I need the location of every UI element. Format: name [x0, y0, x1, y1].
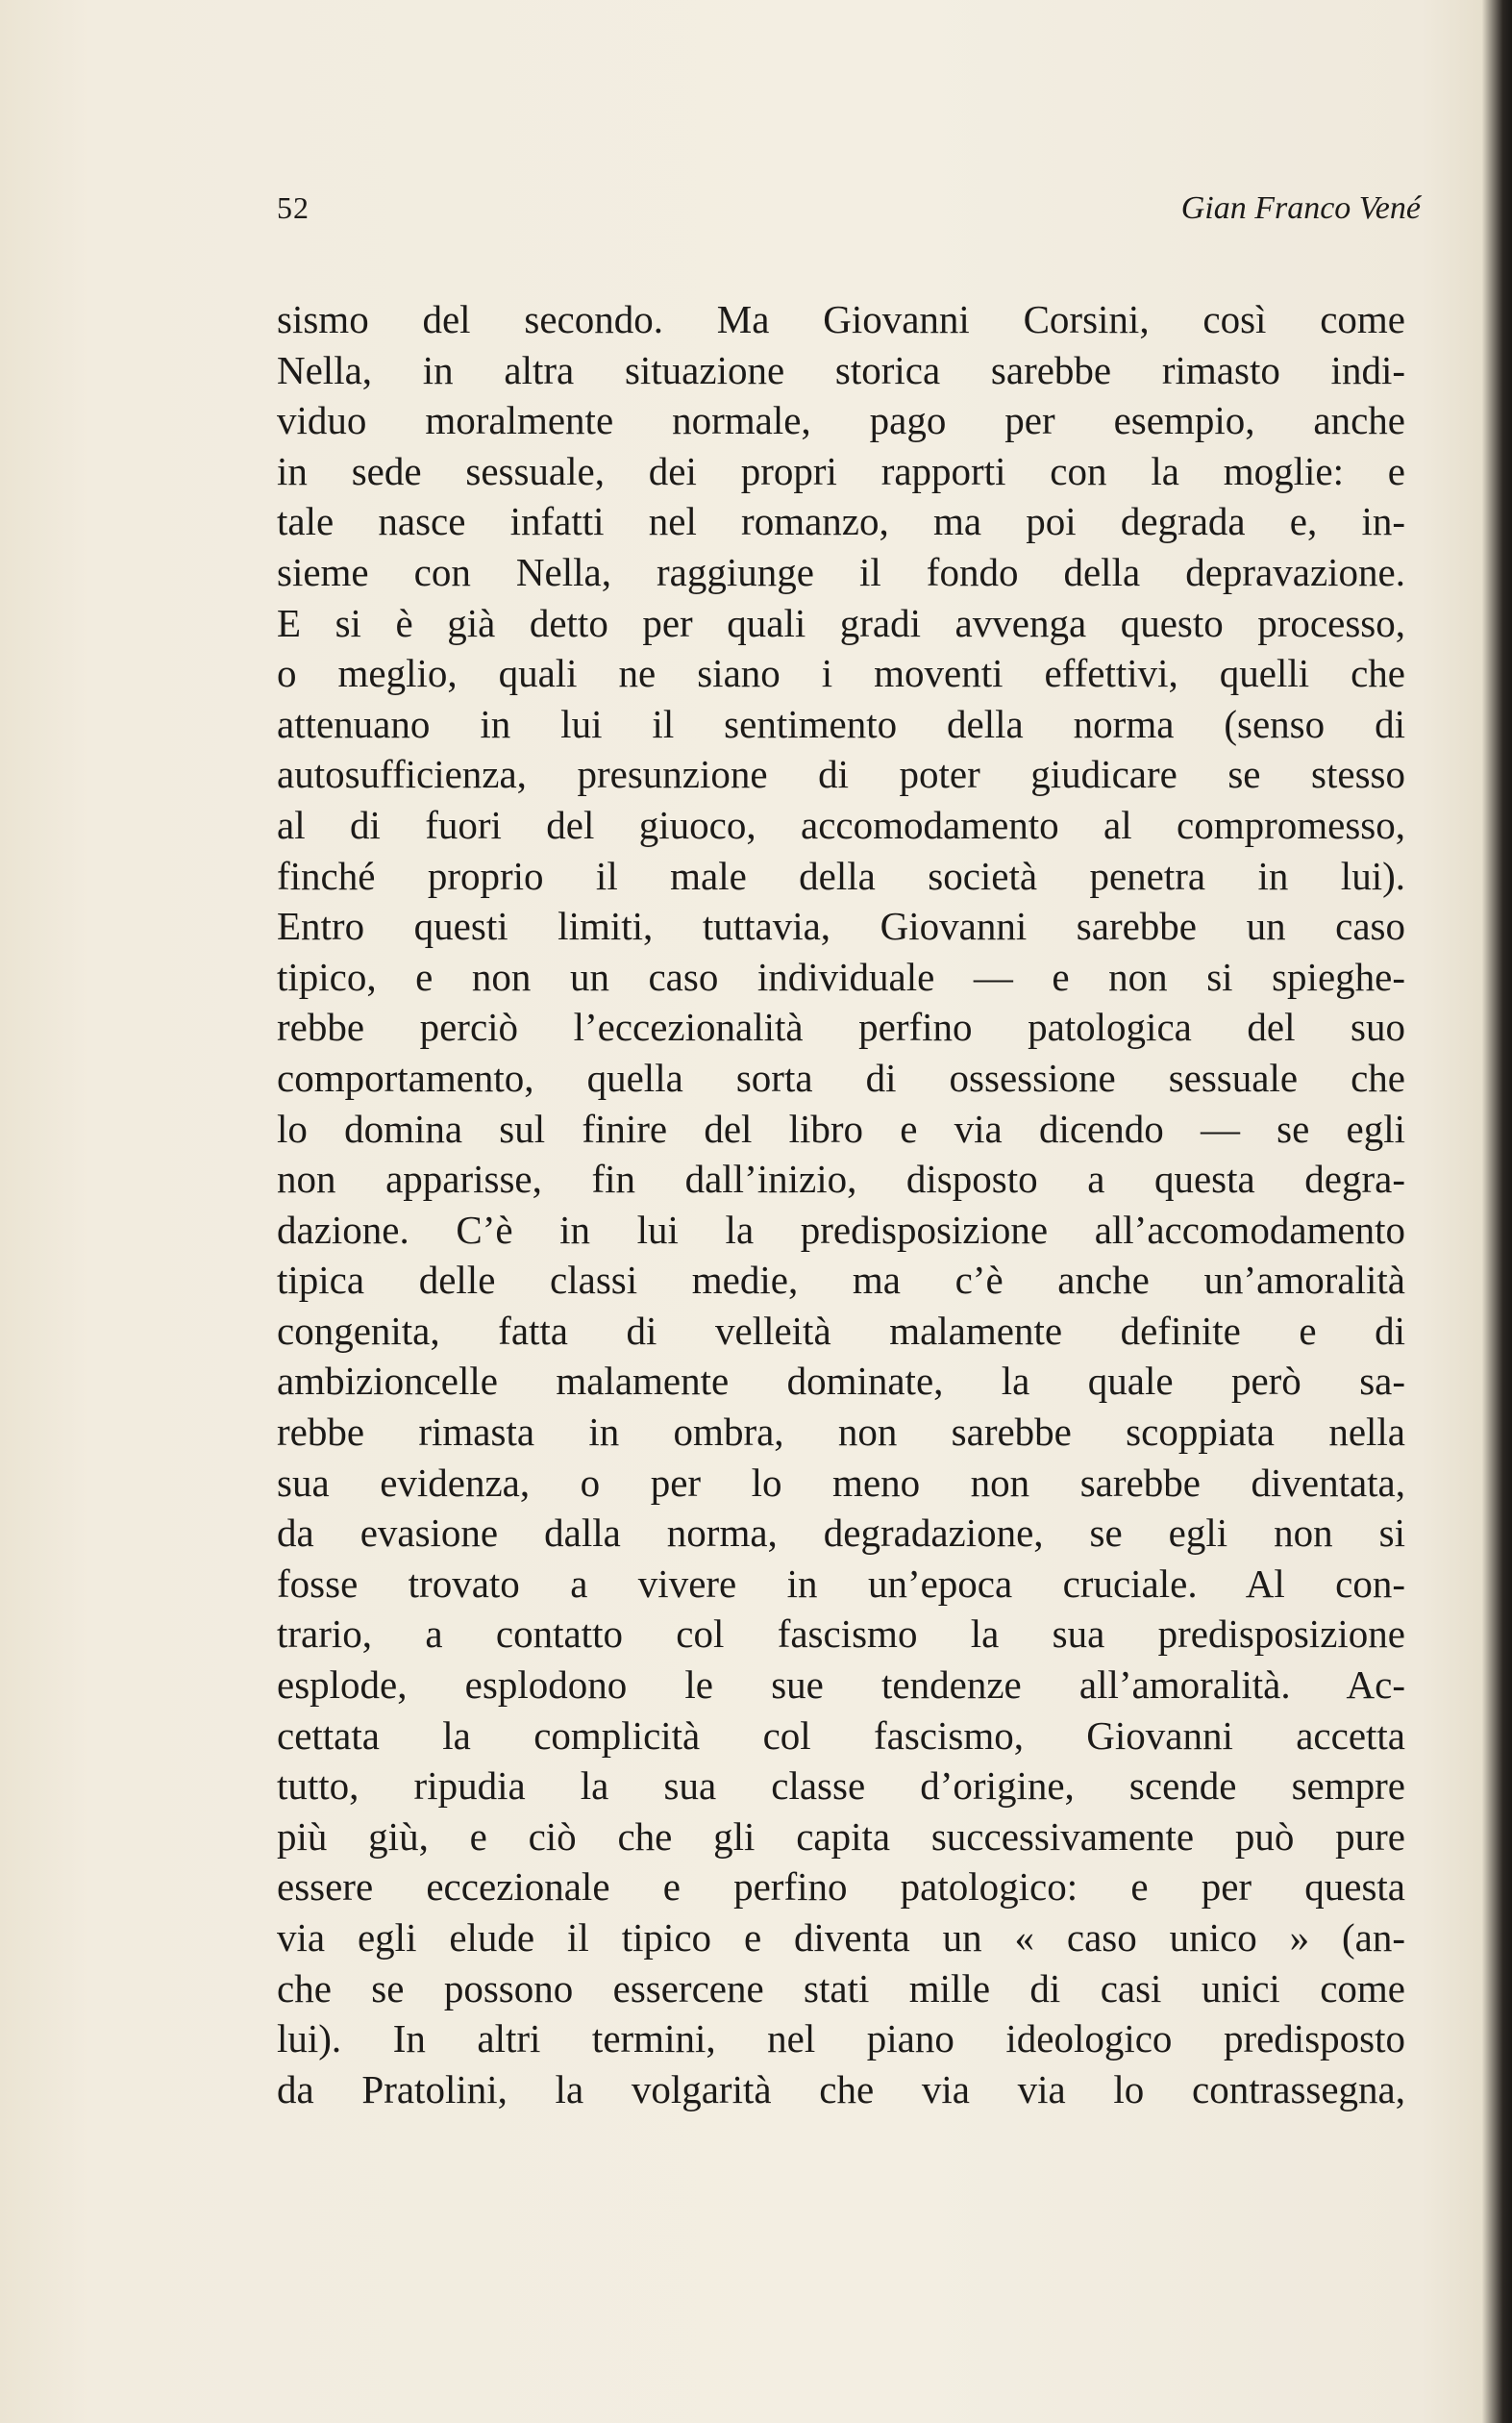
- text-line: da Pratolini, la volgarità che via via lo contrassegna,: [277, 2066, 1405, 2111]
- text-line: finché proprio il male della società penetra in lui).: [277, 853, 1405, 898]
- text-line: via egli elude il tipico e diventa un « caso unico » (an-: [277, 1915, 1405, 1960]
- text-line: attenuano in lui il sentimento della norma (senso di: [277, 701, 1405, 746]
- text-line: ambizioncelle malamente dominate, la quale però sa-: [277, 1359, 1405, 1404]
- body-text: [277, 294, 1405, 2114]
- text-line: più giù, e ciò che gli capita successivamente può pure: [277, 1813, 1405, 1859]
- text-line: cettata la complicità col fascismo, Giovanni accetta: [277, 1712, 1405, 1758]
- text-line: E si è già detto per quali gradi avvenga questo processo,: [277, 600, 1405, 645]
- text-line: rebbe rimasta in ombra, non sarebbe scoppiata nella: [277, 1410, 1405, 1455]
- text-line: rebbe perciò l’eccezionalità perfino patologica del suo: [277, 1005, 1405, 1050]
- text-line: Nella, in altra situazione storica sarebbe rimasto indi-: [277, 347, 1405, 392]
- text-line: congenita, fatta di velleità malamente definite e di: [277, 1308, 1405, 1353]
- text-line: autosufficienza, presunzione di poter giudicare se stesso: [277, 752, 1405, 797]
- text-line: non apparisse, fin dall’inizio, disposto a questa degra-: [277, 1157, 1405, 1202]
- text-line: sua evidenza, o per lo meno non sarebbe diventata,: [277, 1460, 1405, 1505]
- text-line: che se possono essercene stati mille di casi unici come: [277, 1965, 1405, 2011]
- text-line: tipica delle classi medie, ma c’è anche un’amoralità: [277, 1258, 1405, 1303]
- text-line: viduo moralmente normale, pago per esempio, anche: [277, 398, 1405, 443]
- text-line: al di fuori del giuoco, accomodamento al compromesso,: [277, 802, 1405, 847]
- text-line: da evasione dalla norma, degradazione, se egli non si: [277, 1511, 1405, 1556]
- text-line: essere eccezionale e perfino patologico: e per questa: [277, 1864, 1405, 1910]
- text-line: lo domina sul finire del libro e via dicendo — se egli: [277, 1106, 1405, 1151]
- running-head: [277, 190, 1421, 238]
- running-title: Gian Franco Vené: [1180, 190, 1421, 226]
- text-line: lui). In altri termini, nel piano ideologico predisposto: [277, 2016, 1405, 2061]
- text-line: comportamento, quella sorta di ossessione sessuale che: [277, 1055, 1405, 1100]
- page-number: 52: [277, 190, 310, 225]
- text-line: o meglio, quali ne siano i moventi effettivi, quelli che: [277, 651, 1405, 696]
- text-line: tipico, e non un caso individuale — e non si spieghe-: [277, 954, 1405, 999]
- text-line: trario, a contatto col fascismo la sua predisposizione: [277, 1611, 1405, 1657]
- text-line: in sede sessuale, dei propri rapporti con la moglie: e: [277, 448, 1405, 493]
- text-line: tale nasce infatti nel romanzo, ma poi degrada e, in-: [277, 499, 1405, 544]
- text-line: esplode, esplodono le sue tendenze all’amoralità. Ac-: [277, 1662, 1405, 1708]
- text-line: Entro questi limiti, tuttavia, Giovanni sarebbe un caso: [277, 904, 1405, 949]
- text-line: sieme con Nella, raggiunge il fondo della depravazione.: [277, 549, 1405, 594]
- text-line: tutto, ripudia la sua classe d’origine, scende sempre: [277, 1763, 1405, 1809]
- text-line: fosse trovato a vivere in un’epoca cruciale. Al con-: [277, 1561, 1405, 1606]
- text-line: dazione. C’è in lui la predisposizione all’accomodamento: [277, 1207, 1405, 1252]
- text-line: sismo del secondo. Ma Giovanni Corsini, così come: [277, 297, 1405, 341]
